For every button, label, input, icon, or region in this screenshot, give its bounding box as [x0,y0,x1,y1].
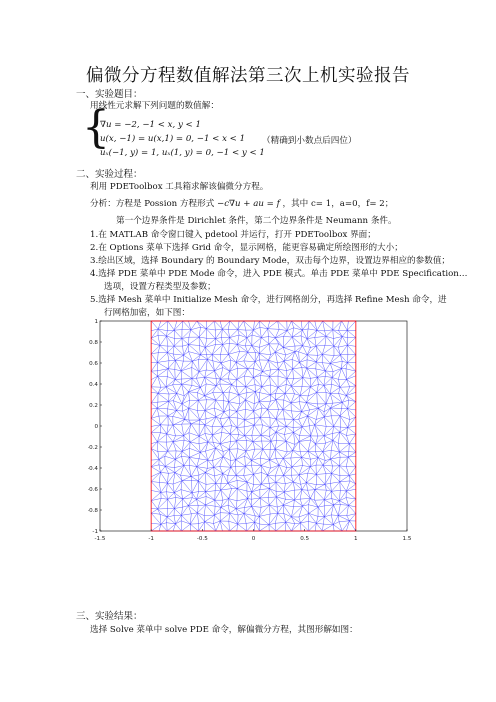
y-tick-label: 1 [94,319,98,325]
toolbox-line: 利用 PDEToolbox 工具箱求解该偏微分方程。 [90,182,269,192]
equation-line-3: uₓ(−1, y) = 1, uₓ(1, y) = 0, −1 < y < 1 [100,148,265,158]
x-tick-label: 1 [354,536,358,542]
section3-heading: 三、实验结果： [76,611,143,622]
step-4-cont: 选项，设置方程类型及参数； [104,282,216,292]
step-3: 3.绘出区域，选择 Boundary 的 Boundary Mode，双击每个边界，设置边界相应的参数值； [90,256,451,266]
y-tick-label: 0.4 [89,382,98,388]
y-tick-label: -0.8 [88,508,98,514]
x-tick-label: -1 [148,536,154,542]
x-tick-label: 1.5 [402,536,411,542]
equation-line-2: u(x, −1) = u(x,1) = 0, −1 < x < 1 [100,134,246,144]
section2-heading: 二、实验过程： [76,169,143,180]
section1-intro: 用线性元求解下列问题的数值解： [90,101,219,111]
y-tick-label: -0.4 [88,466,98,472]
y-tick-label: 0 [94,424,98,430]
step-2: 2.在 Options 菜单下选择 Grid 命令，显示网格，能更容易确定所绘图形的大小； [90,243,403,253]
y-tick-label: 0.2 [89,403,98,409]
mesh-plot [88,318,411,543]
analysis-text-a: 分析：方程是 Possion 方程形式 [90,199,215,209]
y-tick-label: 0.6 [89,361,98,367]
step-1: 1.在 MATLAB 命令窗口键入 pdetool 并运行，打开 PDEToolbox 界面； [90,230,376,240]
precision-note: （精确到小数点后四位） [262,136,357,146]
y-tick-label: -0.2 [88,445,98,451]
x-tick-label: -0.5 [196,536,208,542]
analysis-line [90,197,393,209]
analysis-equation: −c∇u + au = f [217,199,280,209]
step-5: 5.选择 Mesh 菜单中 Initialize Mesh 命令，进行网格剖分，再选择 Refine Mesh 命令，进 [90,295,447,305]
mesh-plot-svg [88,318,411,543]
y-tick-label: -1 [92,529,98,535]
section1-heading: 一、实验题目： [76,89,143,100]
step-5-cont: 行网格加密，如下图： [104,308,190,318]
y-tick-label: 0.8 [89,340,98,346]
step-4: 4.选择 PDE 菜单中 PDE Mode 命令，进入 PDE 模式。单击 PDE 菜单中 PDE Specification… [90,269,468,279]
y-tick-label: -0.6 [88,487,98,493]
boundary-conditions-line: 第一个边界条件是 Dirichlet 条件，第二个边界条件是 Neumann 条件。 [116,216,397,226]
page-title: 偏微分方程数值解法第三次上机实验报告 [86,66,410,86]
x-tick-label: -1.5 [94,536,106,542]
x-tick-label: 0.5 [300,536,310,542]
x-tick-label: 0 [251,536,256,542]
analysis-text-b: ，其中 c= 1，a=0，f= 2； [282,199,394,209]
solve-line: 选择 Solve 菜单中 solve PDE 命令，解偏微分方程，其图形解如图： [90,625,358,635]
equation-brace: { [82,102,110,153]
equation-line-1: ∇u = −2, −1 < x, y < 1 [100,120,201,130]
